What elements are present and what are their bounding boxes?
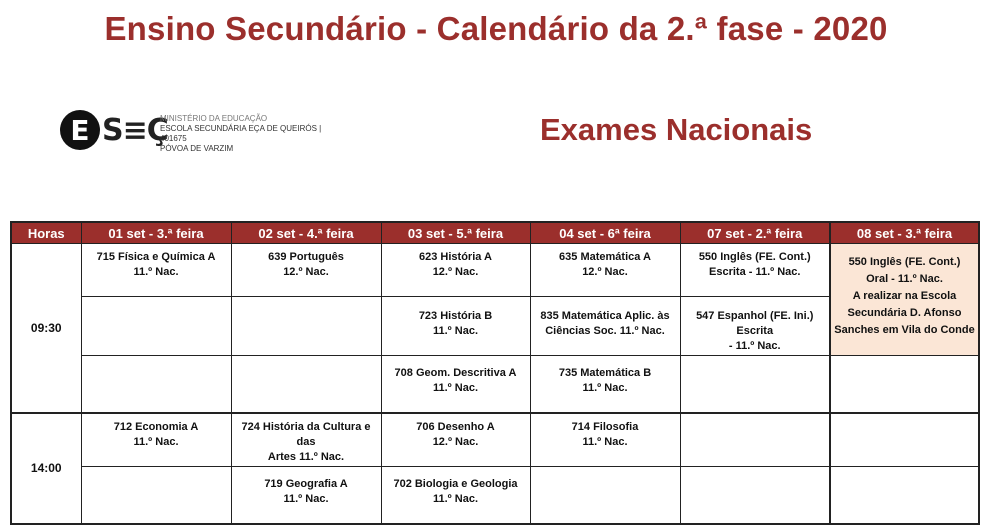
table-row: [11, 244, 979, 297]
exam-cell: 639 Português 12.º Nac.: [231, 244, 381, 297]
logo-caption: [160, 114, 350, 154]
header-day-1: 01 set - 3.ª feira: [81, 222, 231, 244]
exam-cell: [231, 297, 381, 356]
exam-cell: 547 Espanhol (FE. Ini.) Escrita - 11.º Nac.: [680, 297, 830, 356]
school-logo: [60, 108, 350, 152]
logo-line-ministry: MINISTÉRIO DA EDUCAÇÃO: [160, 114, 268, 123]
exam-cell: [680, 356, 830, 414]
exam-cell: [680, 467, 830, 525]
exam-cell: [830, 413, 979, 467]
table-row: [11, 467, 979, 525]
special-exam-cell: 550 Inglês (FE. Cont.) Oral - 11.º Nac. A realizar na Escola Secundária D. Afonso Sanches em Vila do Conde: [830, 244, 979, 356]
exam-cell: 712 Economia A 11.º Nac.: [81, 413, 231, 467]
exam-cell: [830, 356, 979, 414]
logo-mark-icon: E S≡Ç: [60, 108, 168, 152]
table-row: [11, 356, 979, 414]
exam-cell: 719 Geografia A 11.º Nac.: [231, 467, 381, 525]
exam-cell: 635 Matemática A 12.º Nac.: [530, 244, 680, 297]
exam-cell: [81, 297, 231, 356]
exam-cell: [830, 467, 979, 525]
header-day-2: 02 set - 4.ª feira: [231, 222, 381, 244]
exam-cell: [81, 467, 231, 525]
exam-cell: 735 Matemática B 11.º Nac.: [530, 356, 680, 414]
hour-cell-afternoon: 14:00: [11, 413, 81, 524]
logo-line-city: PÓVOA DE VARZIM: [160, 144, 234, 153]
header-day-5: 07 set - 2.ª feira: [680, 222, 830, 244]
table-row: [11, 413, 979, 467]
exam-cell: [530, 467, 680, 525]
exam-cell: 706 Desenho A 12.º Nac.: [381, 413, 530, 467]
exam-cell: 708 Geom. Descritiva A 11.º Nac.: [381, 356, 530, 414]
exam-cell: 714 Filosofia 11.º Nac.: [530, 413, 680, 467]
exam-cell: 724 História da Cultura e das Artes 11.º Nac.: [231, 413, 381, 467]
header-day-4: 04 set - 6ª feira: [530, 222, 680, 244]
table-header-row: [11, 222, 979, 244]
page-subtitle: Exames Nacionais: [540, 112, 813, 147]
header-day-3: 03 set - 5.ª feira: [381, 222, 530, 244]
header-hours: Horas: [11, 222, 81, 244]
page-title: Ensino Secundário - Calendário da 2.ª fase - 2020: [104, 10, 888, 47]
exam-cell: [231, 356, 381, 414]
exam-cell: 550 Inglês (FE. Cont.) Escrita - 11.º Nac.: [680, 244, 830, 297]
exam-cell: [81, 356, 231, 414]
exam-cell: 623 História A 12.º Nac.: [381, 244, 530, 297]
exam-cell: [680, 413, 830, 467]
exam-cell: 835 Matemática Aplic. às Ciências Soc. 11.º Nac.: [530, 297, 680, 356]
header-day-6: 08 set - 3.ª feira: [830, 222, 979, 244]
exam-cell: 723 História B 11.º Nac.: [381, 297, 530, 356]
exam-calendar-table: [10, 221, 980, 525]
logo-line-school: ESCOLA SECUNDÁRIA EÇA DE QUEIRÓS | 401675: [160, 124, 322, 143]
hour-cell-morning: 09:30: [11, 244, 81, 414]
exam-cell: 715 Física e Química A 11.º Nac.: [81, 244, 231, 297]
exam-cell: 702 Biologia e Geologia 11.º Nac.: [381, 467, 530, 525]
